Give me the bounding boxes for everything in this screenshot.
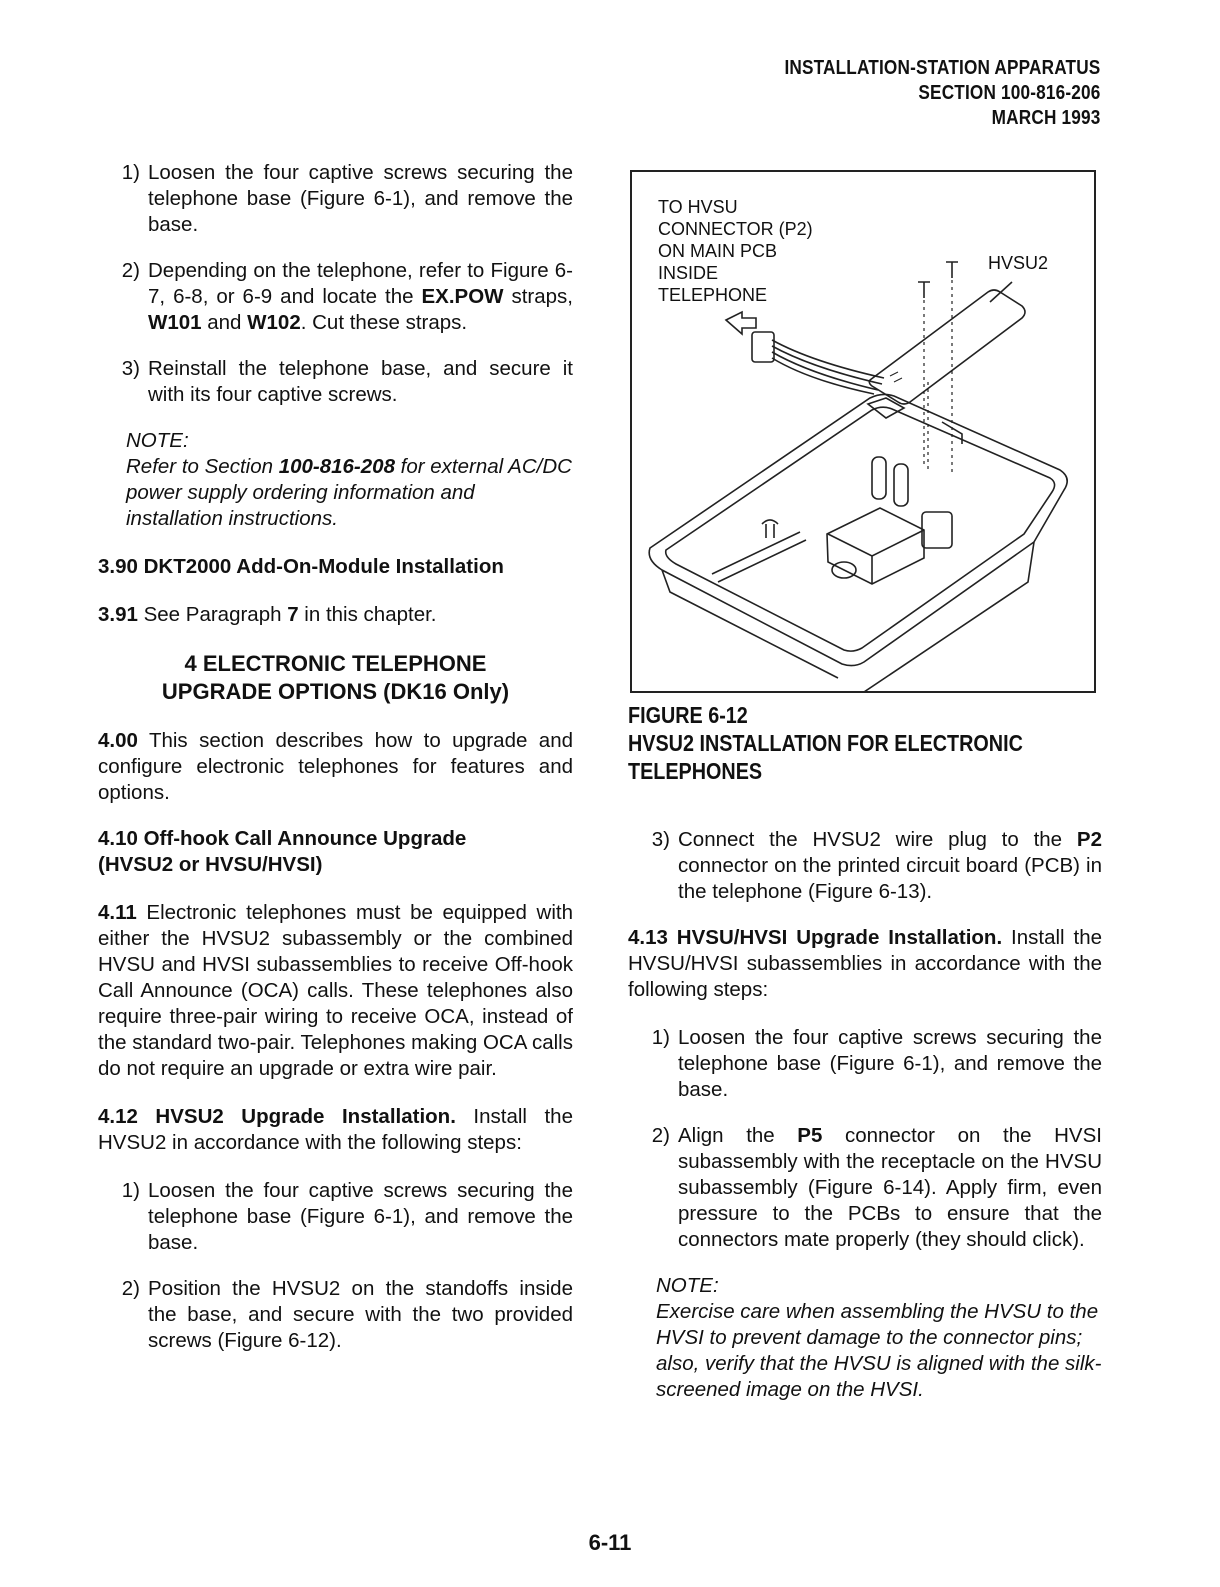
list-item bbox=[628, 1123, 1102, 1253]
list-number: 2) bbox=[121, 1277, 140, 1300]
list-text: Loosen the four captive screws securing the telephone base (Figure 6-1), and remove the base. bbox=[678, 1026, 1102, 1101]
figure-6-12 bbox=[630, 170, 1096, 693]
screw-2 bbox=[946, 262, 958, 278]
list-item bbox=[98, 160, 573, 238]
note-block bbox=[126, 428, 573, 532]
list-item bbox=[98, 1178, 573, 1256]
list-number: 1) bbox=[651, 1026, 670, 1049]
list-number: 2) bbox=[651, 1124, 670, 1147]
list-item bbox=[98, 356, 573, 408]
right-column bbox=[628, 170, 1102, 1425]
list-text: Align the P5 connector on the HVSI subassembly with the receptacle on the HVSU subassembly (Figure 6-14). Apply firm, even pressure to the PCBs to ensure that the connectors mate properly (they should click). bbox=[678, 1124, 1102, 1251]
telephone-base-inner-rim bbox=[666, 407, 1055, 651]
callout-hvsu2: HVSU2 bbox=[988, 253, 1049, 273]
figure-caption: FIGURE 6-12 HVSU2 INSTALLATION FOR ELECTRONIC TELEPHONES bbox=[628, 702, 1023, 784]
page-number: 6-11 bbox=[588, 1530, 632, 1555]
paragraph-4-11: 4.11 Electronic telephones must be equipped with either the HVSU2 subassembly or the combined HVSU and HVSI subassemblies to receive Off-hook Call Announce (OCA) calls. These telephones also require three-pair wiring to receive OCA, instead of the standard two-pair. Telephones making OCA calls do not require an upgrade or extra wire pair. bbox=[98, 901, 573, 1080]
header-date: MARCH 1993 bbox=[991, 107, 1100, 129]
telephone-base-outline bbox=[649, 394, 1067, 665]
list-number: 1) bbox=[121, 1179, 140, 1202]
left-column bbox=[98, 160, 573, 1374]
note-block bbox=[656, 1273, 1102, 1403]
header-title: INSTALLATION-STATION APPARATUS bbox=[783, 57, 1100, 79]
list-text: Connect the HVSU2 wire plug to the P2 connector on the printed circuit board (PCB) in the telephone (Figure 6-13). bbox=[678, 828, 1102, 903]
ribbon-cable bbox=[772, 340, 884, 394]
screw-1 bbox=[918, 282, 930, 298]
note-label: NOTE: bbox=[656, 1274, 719, 1297]
list-number: 3) bbox=[121, 357, 140, 380]
list-text: Depending on the telephone, refer to Figure 6-7, 6-8, or 6-9 and locate the EX.POW straps, W101 and W102. Cut these straps. bbox=[148, 259, 573, 334]
list-number: 1) bbox=[121, 161, 140, 184]
standoff-right bbox=[894, 464, 908, 506]
list-item bbox=[98, 1276, 573, 1354]
base-side-wall bbox=[662, 542, 1034, 691]
note-text: Refer to Section 100-816-208 for external AC/DC power supply ordering information and installation instructions. bbox=[126, 455, 572, 530]
component-small bbox=[922, 512, 952, 548]
list-text: Position the HVSU2 on the standoffs inside the base, and secure with the two provided screws (Figure 6-12). bbox=[148, 1277, 573, 1352]
screw-post bbox=[762, 520, 778, 538]
standoff-left bbox=[872, 457, 886, 499]
section-heading-4: 4 ELECTRONIC TELEPHONE UPGRADE OPTIONS (DK16 Only) bbox=[161, 651, 510, 704]
slot-line bbox=[712, 532, 806, 582]
alignment-line bbox=[924, 280, 952, 472]
list-number: 2) bbox=[121, 259, 140, 282]
list-item bbox=[628, 1025, 1102, 1103]
list-text: Loosen the four captive screws securing the telephone base (Figure 6-1), and remove the base. bbox=[148, 161, 573, 236]
paragraph-3-91: 3.91 See Paragraph 7 in this chapter. bbox=[98, 603, 437, 626]
paragraph-4-12: 4.12 HVSU2 Upgrade Installation. Install the HVSU2 in accordance with the following steps: bbox=[98, 1105, 573, 1154]
running-header bbox=[784, 56, 1100, 131]
list-number: 3) bbox=[651, 828, 670, 851]
list-item bbox=[628, 827, 1102, 905]
paragraph-4-13: 4.13 HVSU/HVSI Upgrade Installation. Install the HVSU/HVSI subassemblies in accordance with the following steps: bbox=[628, 926, 1102, 1001]
heading-3-90: 3.90 DKT2000 Add-On-Module Installation bbox=[98, 555, 504, 578]
cable-plug bbox=[752, 332, 774, 362]
component-block bbox=[827, 508, 924, 584]
list-text: Reinstall the telephone base, and secure it with its four captive screws. bbox=[148, 357, 573, 406]
hvsu2-leader-line bbox=[990, 282, 1012, 302]
plug-arrow bbox=[726, 312, 756, 334]
note-label: NOTE: bbox=[126, 429, 189, 452]
list-item bbox=[98, 258, 573, 336]
list-text: Loosen the four captive screws securing the telephone base (Figure 6-1), and remove the base. bbox=[148, 1179, 573, 1254]
header-section: SECTION 100-816-206 bbox=[917, 82, 1100, 104]
callout-connector: TO HVSU CONNECTOR (P2) ON MAIN PCB INSIDE TELEPHONE bbox=[658, 197, 813, 305]
note-text: Exercise care when assembling the HVSU to the HVSI to prevent damage to the connector pins; also, verify that the HVSU is aligned with the silk-screened image on the HVSI. bbox=[656, 1300, 1102, 1401]
paragraph-4-00: 4.00 This section describes how to upgrade and configure electronic telephones for features and options. bbox=[98, 729, 573, 804]
heading-4-10: 4.10 Off-hook Call Announce Upgrade (HVSU2 or HVSU/HVSI) bbox=[98, 827, 467, 876]
hvsu2-board bbox=[869, 290, 1025, 404]
